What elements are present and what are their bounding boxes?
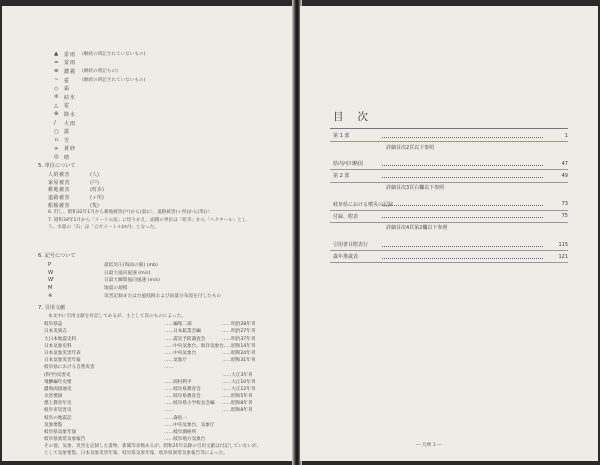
reference-title: 岐阜市災害史 (44, 408, 72, 414)
reference-row (38, 385, 273, 392)
references-intro: 本文中に引用文献を付記してあるが、主として次のものによった。 (48, 314, 186, 319)
toc-entry-label: 歳年推歳表 (333, 254, 359, 261)
legend-row (54, 153, 274, 162)
weather-symbol-icon: ⊗ (54, 111, 59, 118)
legend-row (54, 59, 274, 68)
reference-row (38, 436, 273, 443)
unit-label: 耕地被害 (48, 187, 71, 194)
reference-title: 岐阜県異常気象報告 (44, 437, 86, 443)
legend-term: 雷雨 (64, 60, 77, 67)
reference-title: 飛騨編年史要 (44, 379, 72, 385)
toc-entry[interactable] (330, 251, 568, 263)
reference-title: 大日本地震史料 (44, 336, 77, 342)
toc-entry-label: 第 2 部 (333, 173, 350, 180)
reference-row (38, 342, 273, 349)
references-heading: 7. 引用文献 (38, 305, 66, 311)
reference-year: ……明治27年刊 (222, 329, 256, 335)
toc-leader-dots (382, 134, 543, 138)
reference-row (38, 392, 273, 399)
symbols-heading: 6. 記号について (38, 253, 76, 259)
toc-entry[interactable] (330, 199, 568, 211)
reference-row (38, 407, 273, 414)
symbol-mark: P (48, 261, 52, 268)
weather-symbol-icon: △ (54, 102, 59, 109)
legend-term: 雪 (64, 137, 71, 144)
unit-value: (人) (90, 172, 99, 179)
reference-year: ……昭和5年刊 (222, 394, 253, 400)
legend-term: 降水 (64, 111, 77, 118)
weather-symbol-icon: = (54, 59, 59, 66)
legend-term: 晴 (64, 154, 71, 161)
reference-row (38, 371, 273, 378)
symbol-row (38, 269, 273, 277)
toc-page-number: 75 (561, 213, 568, 220)
toc-entry[interactable] (330, 158, 568, 170)
reference-title: 日本気象史料 (44, 343, 72, 349)
toc-leader-dots (382, 243, 543, 247)
references-section (38, 304, 273, 457)
symbol-row (38, 292, 273, 300)
reference-year: ……大正10年刊 (222, 379, 256, 385)
symbol-mark: W' (48, 277, 55, 284)
legend-term: 大雨 (64, 120, 77, 127)
reference-row (38, 357, 273, 364)
legend-note: (継続の明記されていないもの) (82, 52, 146, 58)
reference-row (38, 321, 273, 328)
toc-entry-label: 付録、附表 (333, 213, 359, 220)
legend-row (54, 67, 274, 76)
reference-title: 岐阜県誌 (44, 322, 63, 328)
symbol-mark: M (48, 285, 53, 292)
symbol-description: 日最大風向風速 (m/s) (104, 270, 151, 276)
reference-title: 日本気象災害年報 (44, 358, 81, 364)
toc-entry[interactable] (330, 170, 568, 182)
symbol-description: 最低気圧(海面の値) (mb) (104, 262, 158, 268)
legend-row (54, 76, 274, 85)
toc-divider (330, 128, 568, 129)
toc-page-number: 1 (564, 132, 568, 139)
weather-symbol-icon: ▲ (54, 51, 59, 58)
toc-entry[interactable] (330, 211, 568, 223)
legend-term: 雷雨 (64, 51, 77, 58)
toc-detail-note: 詳細目次2頁以下参照 (386, 144, 435, 151)
legend-term: 結氷 (64, 94, 77, 101)
legend-row (54, 50, 274, 59)
reference-row (38, 414, 273, 421)
units-section (38, 162, 273, 232)
reference-publisher: ……岐阜県教育会 (164, 394, 201, 400)
weather-symbol-icon: ≡ (54, 68, 59, 75)
units-note-line: 7. 昭和34年1月から「メートル法」に切りかえ、面積の単位は「町歩」から「ヘクタール」とし (48, 217, 247, 223)
reference-year: ……明治37年刊 (222, 336, 256, 342)
unit-value: (隻) (90, 202, 99, 209)
references-closing-line: として気象要覧、日本気象災害年報、岐阜県気象年報、岐阜県異常気象報告等によった。 (44, 450, 228, 456)
symbol-row (38, 284, 273, 292)
toc-detail-note: 詳細目次4頁第2欄以下参照 (386, 225, 448, 232)
unit-label: 道路被害 (48, 195, 71, 202)
reference-publisher: ……岐阜測候所 (164, 430, 197, 435)
symbol-mark: W (48, 269, 54, 276)
toc-entry[interactable] (330, 130, 568, 142)
legend-row (54, 93, 274, 102)
reference-title: 岐阜の地震記 (44, 415, 72, 421)
reference-publisher: ……編集二部 (164, 322, 192, 328)
reference-publisher: ……森島一 (164, 415, 187, 421)
reference-row (38, 335, 273, 342)
weather-symbol-icon: ㅁ (54, 138, 60, 145)
reference-title: 日本災異志 (44, 329, 67, 335)
toc-leader-dots (382, 255, 543, 259)
unit-row (38, 201, 273, 209)
symbol-row (38, 261, 273, 269)
left-page (2, 6, 294, 461)
unit-label: 船舶被害 (48, 202, 71, 209)
toc-entry-label: 県内河川略図 (333, 161, 364, 168)
toc-entry[interactable] (330, 239, 568, 251)
legend-term: 雹 (64, 77, 71, 84)
weather-symbol-icon: ◇ (54, 85, 59, 92)
unit-row (38, 186, 273, 194)
unit-label: 人的被害 (48, 172, 71, 179)
toc-page-number: 73 (561, 201, 568, 208)
reference-row (38, 400, 273, 407)
reference-publisher: …… (164, 364, 174, 370)
reference-publisher: ……岐阜地方気象台 (164, 437, 206, 443)
toc-page-number: 115 (558, 241, 568, 248)
legend-note: (継続の明記もの) (82, 69, 118, 75)
legend-term: 霜 (64, 86, 71, 93)
reference-publisher: ……気象庁 (164, 358, 187, 364)
toc-leader-dots (382, 214, 543, 218)
toc-entry-label: 引用書目附表行 (333, 242, 369, 249)
toc-leader-dots (382, 174, 543, 178)
reference-publisher: ……岡村利平 (164, 379, 192, 385)
reference-year: ……昭和8年刊 (222, 401, 253, 407)
reference-publisher: ……中央気象台 (164, 350, 197, 356)
right-page (300, 6, 598, 461)
weather-symbol-legend (54, 50, 274, 162)
reference-title: 日本気象災害年表 (44, 350, 81, 356)
legend-row (54, 84, 274, 93)
legend-note: (継続の明記されていないもの) (82, 78, 146, 84)
legend-term: 黄砂 (64, 146, 77, 153)
reference-row (38, 428, 273, 435)
unit-value: (町歩) (90, 187, 104, 194)
symbols-section (38, 252, 273, 300)
reference-title: 岐阜県における自然災害 (44, 365, 95, 371)
reference-title: 気象要覧 (44, 422, 63, 428)
legend-row (54, 145, 274, 154)
weather-symbol-icon: ~ (54, 77, 59, 84)
table-of-contents (330, 130, 568, 263)
reference-row (38, 349, 273, 356)
unit-value: (戸) (90, 179, 99, 186)
reference-title: 岐阜県気象年報 (44, 430, 77, 435)
legend-row (54, 110, 274, 119)
legend-row (54, 136, 274, 145)
weather-symbol-icon: ∞ (54, 145, 59, 152)
symbol-description: 地震の規模 (104, 286, 128, 292)
reference-publisher: ……岐阜県小学校長会編 (164, 401, 215, 407)
symbol-description: 日最大瞬間風向風速 (m/s) (104, 278, 160, 284)
reference-year: ……昭和31年刊 (222, 358, 256, 364)
symbol-mark: ※ (48, 293, 53, 300)
reference-publisher: …… (164, 407, 174, 413)
reference-row (38, 378, 273, 385)
reference-year: ……昭和14年刊 (222, 343, 256, 349)
units-note-line: う、水量の「石」は「立方メートル(m³)」となった。 (48, 225, 159, 231)
toc-page-number: 47 (561, 160, 568, 167)
symbol-description: 災害記録または台風経路および雨量分布図を付したもの (104, 294, 222, 300)
toc-page-number: 121 (558, 253, 568, 260)
toc-entry-label: 第 1 部 (333, 133, 350, 140)
unit-row (38, 194, 273, 202)
legend-row (54, 102, 274, 111)
unit-row (38, 171, 273, 179)
units-heading: 5. 単位について (38, 163, 76, 169)
reference-row (38, 328, 273, 335)
legend-term: 露 (64, 129, 71, 136)
reference-year: ……大正3年刊 (222, 372, 253, 378)
toc-title: 目次 (333, 111, 382, 123)
reference-publisher: ……中央気象台、気象庁 (164, 422, 215, 428)
weather-symbol-icon: ❊ (54, 94, 59, 101)
unit-value: (ヶ所) (90, 195, 104, 202)
reference-row (38, 364, 273, 371)
weather-symbol-icon: ○ (54, 128, 59, 135)
units-note-line: 6. 但し、昭和32年1月から耕地被害(戸)から(面)に、道路被害(ヶ所)から(米)に (48, 209, 211, 215)
toc-leader-dots (382, 202, 543, 206)
legend-row (54, 119, 274, 128)
unit-row (38, 179, 273, 187)
weather-symbol-icon: / (54, 120, 56, 127)
page-footer: ― 凡例 1 ― (416, 443, 442, 448)
reference-year: ……昭和8年刊 (222, 408, 253, 414)
toc-page-number: 49 (561, 172, 568, 179)
reference-publisher: ……日本鉱業会編 (164, 329, 201, 335)
reference-title: 郡上教育年史 (44, 401, 72, 407)
reference-year: ……昭和24年刊 (222, 350, 256, 356)
reference-publisher: ……中央気象台、海洋気象台 (164, 343, 224, 349)
references-closing-line: その他、気象、災害を記録した書物、新聞等多数あるが、昭和25年以降の引用文献は付記していないが、 (44, 443, 262, 449)
toc-detail-note: 詳細目次3頁右欄以下参照 (386, 185, 445, 192)
reference-publisher: ……震災予防調査会 (164, 336, 206, 342)
reference-title: 濃飛両国通史 (44, 386, 72, 392)
reference-year: ……大正12年刊 (222, 386, 256, 392)
legend-term: 雹 (64, 103, 71, 110)
reference-row (38, 421, 273, 428)
legend-term: 濃霧 (64, 68, 77, 75)
reference-title: (科学)災害史 (44, 372, 71, 378)
reference-year: ……明治28年刊 (222, 322, 256, 328)
weather-symbol-icon: ◎ (54, 154, 59, 161)
toc-leader-dots (382, 162, 543, 166)
toc-entry-label: 岐阜県における噴災の記録 (333, 201, 394, 208)
symbol-row (38, 277, 273, 285)
legend-row (54, 127, 274, 136)
reference-publisher: ……岐阜県教育会 (164, 386, 201, 392)
unit-label: 家屋被害 (48, 179, 71, 186)
reference-title: 水害要録 (44, 394, 63, 400)
